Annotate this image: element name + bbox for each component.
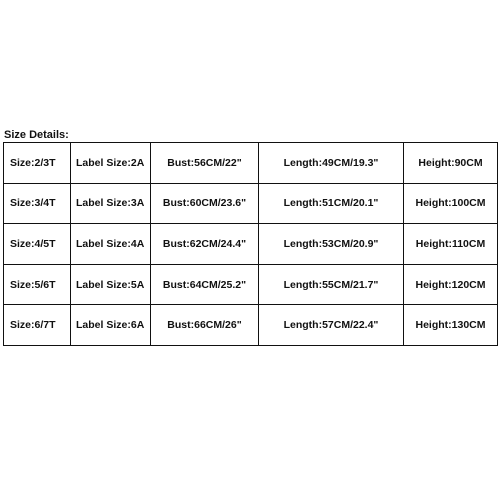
height-cell: Height:130CM	[404, 305, 498, 346]
label-size-cell: Label Size:6A	[71, 305, 151, 346]
length-cell: Length:53CM/20.9"	[259, 224, 404, 265]
label-size-cell: Label Size:4A	[71, 224, 151, 265]
size-cell: Size:5/6T	[4, 264, 71, 305]
size-cell: Size:6/7T	[4, 305, 71, 346]
height-cell: Height:120CM	[404, 264, 498, 305]
bust-cell: Bust:56CM/22"	[151, 143, 259, 184]
label-size-cell: Label Size:5A	[71, 264, 151, 305]
table-row	[4, 224, 498, 265]
bust-cell: Bust:62CM/24.4"	[151, 224, 259, 265]
table-row	[4, 305, 498, 346]
size-cell: Size:4/5T	[4, 224, 71, 265]
length-cell: Length:57CM/22.4"	[259, 305, 404, 346]
length-cell: Length:49CM/19.3"	[259, 143, 404, 184]
length-cell: Length:55CM/21.7"	[259, 264, 404, 305]
table-row	[4, 183, 498, 224]
table-row	[4, 264, 498, 305]
height-cell: Height:110CM	[404, 224, 498, 265]
label-size-cell: Label Size:3A	[71, 183, 151, 224]
label-size-cell: Label Size:2A	[71, 143, 151, 184]
bust-cell: Bust:66CM/26"	[151, 305, 259, 346]
height-cell: Height:100CM	[404, 183, 498, 224]
bust-cell: Bust:64CM/25.2"	[151, 264, 259, 305]
size-cell: Size:2/3T	[4, 143, 71, 184]
length-cell: Length:51CM/20.1"	[259, 183, 404, 224]
bust-cell: Bust:60CM/23.6"	[151, 183, 259, 224]
height-cell: Height:90CM	[404, 143, 498, 184]
size-chart-table	[3, 142, 498, 346]
size-details-title: Size Details:	[4, 129, 69, 141]
size-cell: Size:3/4T	[4, 183, 71, 224]
table-row	[4, 143, 498, 184]
